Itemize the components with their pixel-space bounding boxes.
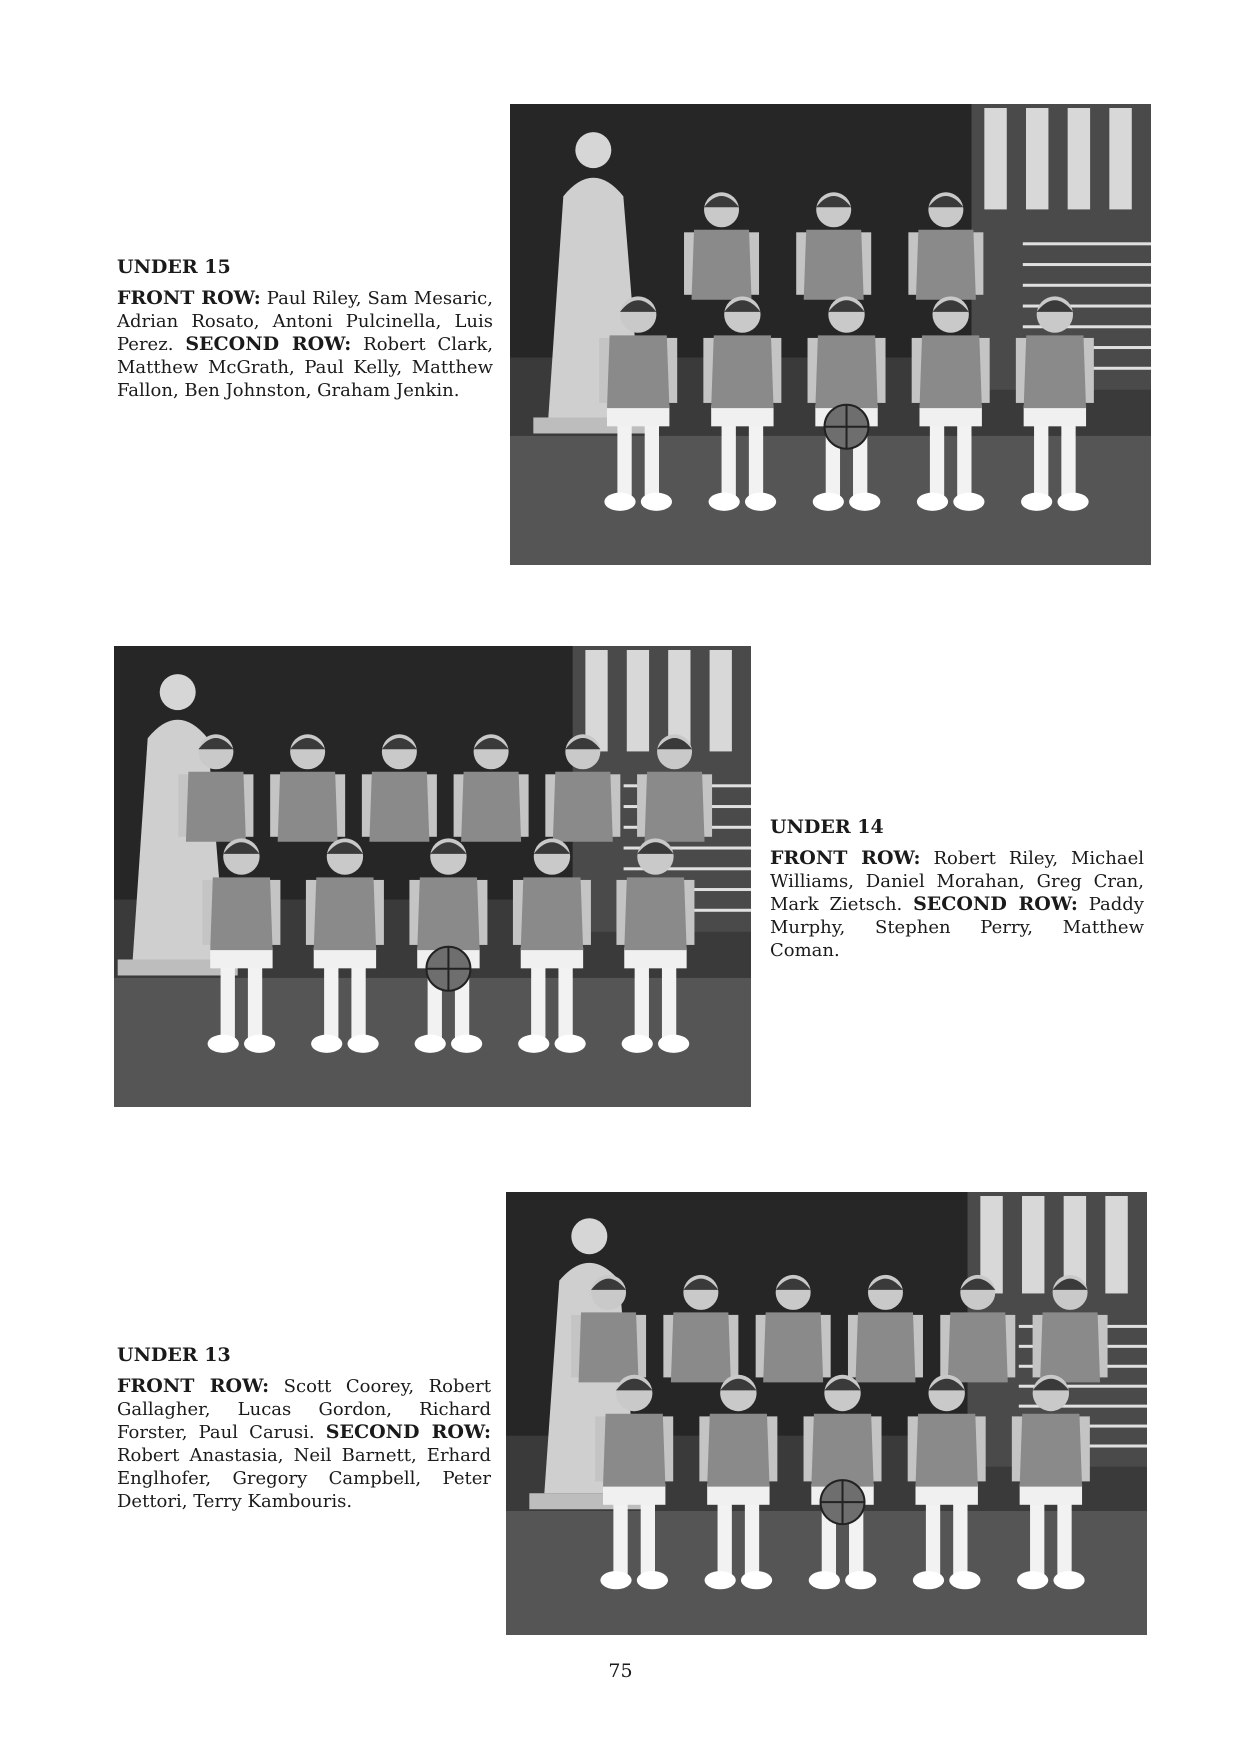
second-row-label: SECOND ROW: xyxy=(185,333,352,355)
caption-under-14 xyxy=(770,816,1144,962)
section-heading: UNDER 13 xyxy=(117,1344,231,1366)
team-photo-under-13 xyxy=(506,1192,1147,1635)
front-row-names: Scott Coorey, Robert Gallagher, Lucas Gordon, Richard Forster, Paul Carusi. xyxy=(117,1376,491,1443)
front-row-label: FRONT ROW: xyxy=(117,1375,270,1397)
caption-under-13 xyxy=(117,1344,491,1513)
caption-under-15 xyxy=(117,256,493,402)
second-row-names: Robert Anastasia, Neil Barnett, Erhard Englhofer, Gregory Campbell, Peter Dettori, Terry Kambouris. xyxy=(117,1445,491,1512)
front-row-names: Paul Riley, Sam Mesaric, Adrian Rosato, Antoni Pulcinella, Luis Perez. xyxy=(117,288,493,355)
second-row-names: Robert Clark, Matthew McGrath, Paul Kelly, Matthew Fallon, Ben Johnston, Graham Jenkin. xyxy=(117,334,493,401)
section-heading: UNDER 14 xyxy=(770,816,884,838)
page-number: 75 xyxy=(608,1660,633,1682)
second-row-label: SECOND ROW: xyxy=(325,1421,491,1443)
second-row-names: Paddy Murphy, Stephen Perry, Matthew Coman. xyxy=(770,894,1144,961)
second-row-label: SECOND ROW: xyxy=(913,893,1078,915)
photo-scene xyxy=(506,1192,1147,1635)
photo-scene xyxy=(510,104,1151,565)
photo-scene xyxy=(114,646,751,1107)
team-photo-under-15 xyxy=(510,104,1151,565)
front-row-label: FRONT ROW: xyxy=(117,287,261,309)
section-heading: UNDER 15 xyxy=(117,256,231,278)
team-photo-under-14 xyxy=(114,646,751,1107)
front-row-names: Robert Riley, Michael Williams, Daniel Morahan, Greg Cran, Mark Zietsch. xyxy=(770,848,1144,915)
front-row-label: FRONT ROW: xyxy=(770,847,921,869)
